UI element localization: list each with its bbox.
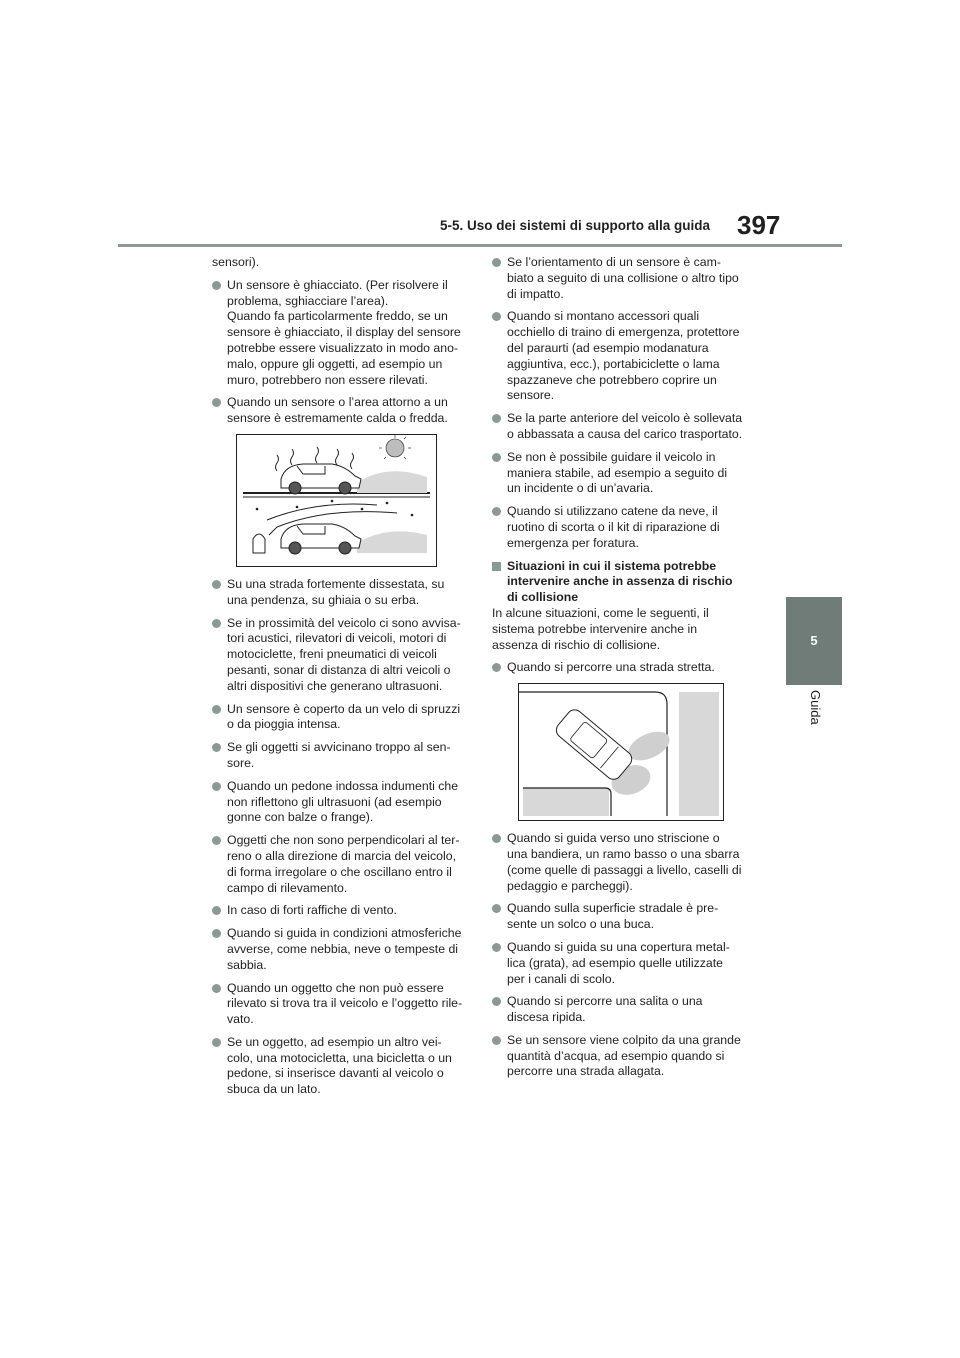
list-item: Se un sensore viene colpito da una grande quantità d’acqua, ad esempio quando si percorre una strada allagata. (492, 1033, 760, 1080)
list-item: Su una strada fortemente dissestata, su una pendenza, su ghiaia o su erba. (212, 577, 474, 609)
list-item: Quando si guida in condizioni atmosferiche avverse, come nebbia, neve o tempeste di sabbia. (212, 926, 474, 973)
list-item: Quando si percorre una salita o una discesa ripida. (492, 994, 760, 1026)
bullet-list-b (212, 577, 474, 1098)
list-item: Quando si percorre una strada stretta. (492, 660, 760, 676)
list-item: Se in prossimità del veicolo ci sono avvisa- tori acustici, rilevatori di veicoli, motori di motociclette, freni pneumatici di veicoli pesanti, sonar di distanza di altri veicoli o altri dispositivi che generano ultrasuoni. (212, 616, 474, 695)
chapter-tab-label: Guida (808, 690, 823, 725)
list-item: Quando si guida verso uno striscione o una bandiera, un ramo basso o una sbarra (come quelle di passaggi a livello, caselli di pedaggio e parcheggi). (492, 831, 760, 894)
list-item: Oggetti che non sono perpendicolari al ter- reno o alla direzione di marcia del veicolo, di forma irregolare o che oscillano entro il campo di rilevamento. (212, 833, 474, 896)
header-rule (118, 244, 842, 247)
bullet-list-a (212, 278, 474, 427)
figure-sensor-temperature (236, 434, 437, 567)
list-item: Se la parte anteriore del veicolo è sollevata o abbassata a causa del carico trasportato. (492, 411, 760, 443)
list-item: Un sensore è coperto da un velo di spruzzi o da pioggia intensa. (212, 702, 474, 734)
right-column (492, 255, 760, 1087)
section-title: 5-5. Uso dei sistemi di supporto alla guida (440, 218, 711, 233)
bullet-list-b (492, 660, 760, 676)
list-item: Se un oggetto, ad esempio un altro vei- colo, una motocicletta, una bicicletta o un pedone, si inserisce davanti al veicolo o sbuca da un lato. (212, 1035, 474, 1098)
list-item: Quando un oggetto che non può essere rilevato si trova tra il veicolo e l’oggetto rile- vato. (212, 981, 474, 1028)
figure-narrow-road (518, 683, 724, 821)
bullet-list-c (492, 831, 760, 1080)
list-item: Quando si utilizzano catene da neve, il ruotino di scorta o il kit di riparazione di emergenza per foratura. (492, 504, 760, 551)
list-item: Se gli oggetti si avvicinano troppo al sen- sore. (212, 740, 474, 772)
section-heading: Situazioni in cui il sistema potrebbe intervenire anche in assenza di rischio di collisione (492, 559, 760, 606)
list-item: Un sensore è ghiacciato. (Per risolvere il problema, sghiacciare l’area). Quando fa particolarmente freddo, se un sensore è ghiacciato, il display del sensore potrebbe essere visualizzato in modo ano- malo, oppure gli oggetti, ad esempio un muro, potrebbero non essere rilevati. (212, 278, 474, 389)
list-item: Quando un pedone indossa indumenti che non riflettono gli ultrasuoni (ad esempio gonne con balze o frange). (212, 779, 474, 826)
page-number: 397 (737, 210, 781, 240)
narrow-road-illustration (519, 684, 723, 820)
list-item: Se l’orientamento di un sensore è cam- biato a seguito di una collisione o altro tipo di impatto. (492, 255, 760, 302)
list-item: Quando sulla superficie stradale è pre- sente un solco o una buca. (492, 901, 760, 933)
continuation-text: sensori). (212, 255, 260, 269)
list-item: Quando si montano accessori quali occhiello di traino di emergenza, protettore del paraurti (ad esempio modanatura aggiuntiva, ecc.), portabiciclette o lama spazzaneve che potrebbero coprire un sensore. (492, 309, 760, 404)
bullet-list-a (492, 255, 760, 552)
list-item: Quando un sensore o l’area attorno a un sensore è estremamente calda o fredda. (212, 395, 474, 427)
list-item: Se non è possibile guidare il veicolo in maniera stabile, ad esempio a seguito di un incidente o di un’avaria. (492, 450, 760, 497)
left-column (212, 255, 474, 1105)
chapter-tab[interactable]: 5 (786, 597, 842, 685)
list-item: In caso di forti raffiche di vento. (212, 903, 474, 919)
sensor-temperature-illustration (237, 435, 436, 566)
section-intro: In alcune situazioni, come le seguenti, il sistema potrebbe intervenire anche in assenza di rischio di collisione. (492, 605, 709, 652)
list-item: Quando si guida su una copertura metal- lica (grata), ad esempio quelle utilizzate per i canali di scolo. (492, 940, 760, 987)
